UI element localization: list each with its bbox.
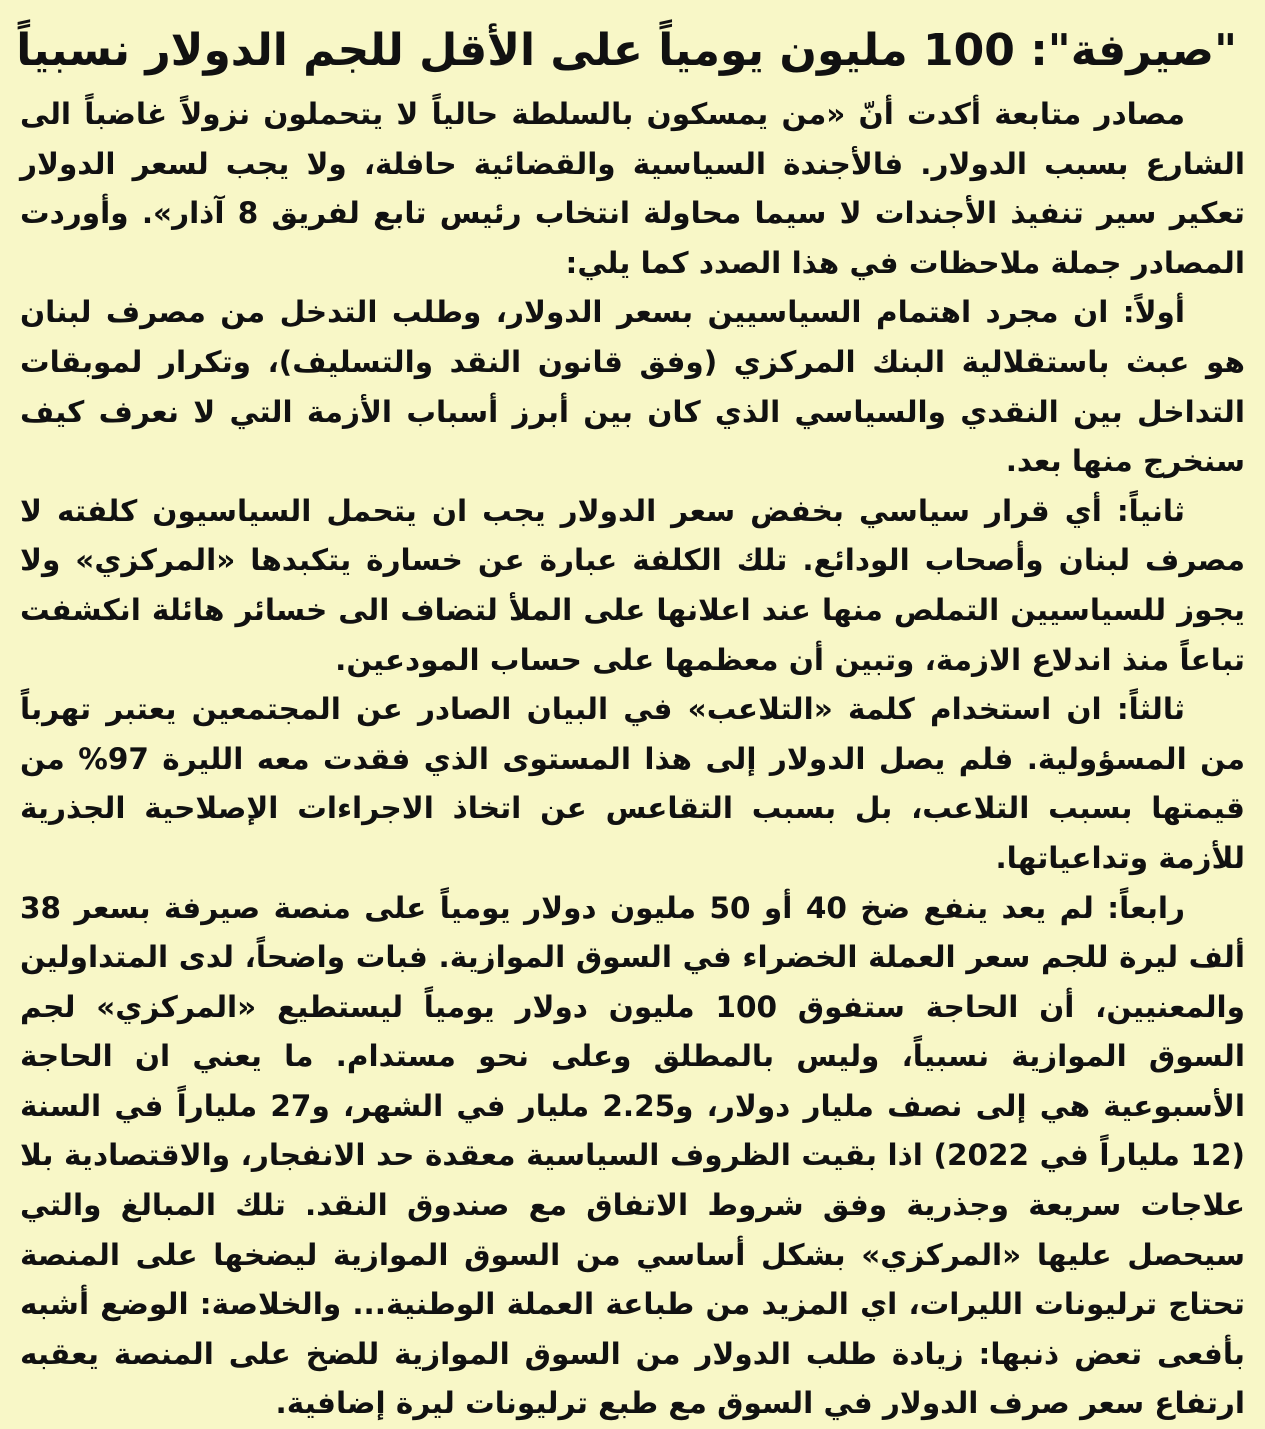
paragraph-second: ثانياً: أي قرار سياسي بخفض سعر الدولار يجب ان يتحمل السياسيون كلفته لا مصرف لبنان وأصحاب الودائع. تلك الكلفة عبارة عن خسارة يتكبدها «المركزي» ولا يجوز للسياسيين التملص منها عند اعلانها على الملأ لتضاف الى خسائر هائلة انكشفت تباعاً منذ اندلاع الازمة، وتبين أن معظمها على حساب المودعين. [20,487,1245,685]
paragraph-intro: مصادر متابعة أكدت أنّ «من يمسكون بالسلطة حالياً لا يتحملون نزولاً غاضباً الى الشارع بسبب الدولار. فالأجندة السياسية والقضائية حافلة، ولا يجب لسعر الدولار تعكير سير تنفيذ الأجندات لا سيما محاولة انتخاب رئيس تابع لفريق 8 آذار». وأوردت المصادر جملة ملاحظات في هذا الصدد كما يلي: [20,90,1245,288]
paragraph-fourth: رابعاً: لم يعد ينفع ضخ 40 أو 50 مليون دولار يومياً على منصة صيرفة بسعر 38 ألف ليرة للجم سعر العملة الخضراء في السوق الموازية. فبات واضحاً، لدى المتداولين والمعنيين، أن الحاجة ستفوق 100 مليون دولار يومياً ليستطيع «المركزي» لجم السوق الموازية نسبياً، وليس بالمطلق وعلى نحو مستدام. ما يعني ان الحاجة الأسبوعية هي إلى نصف مليار دولار، و2.25 مليار في الشهر، و27 ملياراً في السنة (12 ملياراً في 2022) اذا بقيت الظروف السياسية معقدة حد الانفجار، والاقتصادية بلا علاجات سريعة وجذرية وفق شروط الاتفاق مع صندوق النقد. تلك المبالغ والتي سيحصل عليها «المركزي» بشكل أساسي من السوق الموازية ليضخها على المنصة تحتاج ترليونات الليرات، اي المزيد من طباعة العملة الوطنية... والخلاصة: الوضع أشبه بأفعى تعض ذنبها: زيادة طلب الدولار من السوق الموازية للضخ على المنصة يعقبه ارتفاع سعر صرف الدولار في السوق مع طبع ترليونات ليرة إضافية. [20,884,1245,1429]
paragraph-first: أولاً: ان مجرد اهتمام السياسيين بسعر الدولار، وطلب التدخل من مصرف لبنان هو عبث باستقلالية البنك المركزي (وفق قانون النقد والتسليف)، وتكرار لموبقات التداخل بين النقدي والسياسي الذي كان بين أبرز أسباب الأزمة التي لا نعرف كيف سنخرج منها بعد. [20,288,1245,486]
headline: "صيرفة": 100 مليون يومياً على الأقل للجم الدولار نسبياً [20,18,1245,84]
paragraph-third: ثالثاً: ان استخدام كلمة «التلاعب» في البيان الصادر عن المجتمعين يعتبر تهرباً من المسؤولية. فلم يصل الدولار إلى هذا المستوى الذي فقدت معه الليرة 97% من قيمتها بسبب التلاعب، بل بسبب التقاعس عن اتخاذ الاجراءات الإصلاحية الجذرية للأزمة وتداعياتها. [20,685,1245,883]
